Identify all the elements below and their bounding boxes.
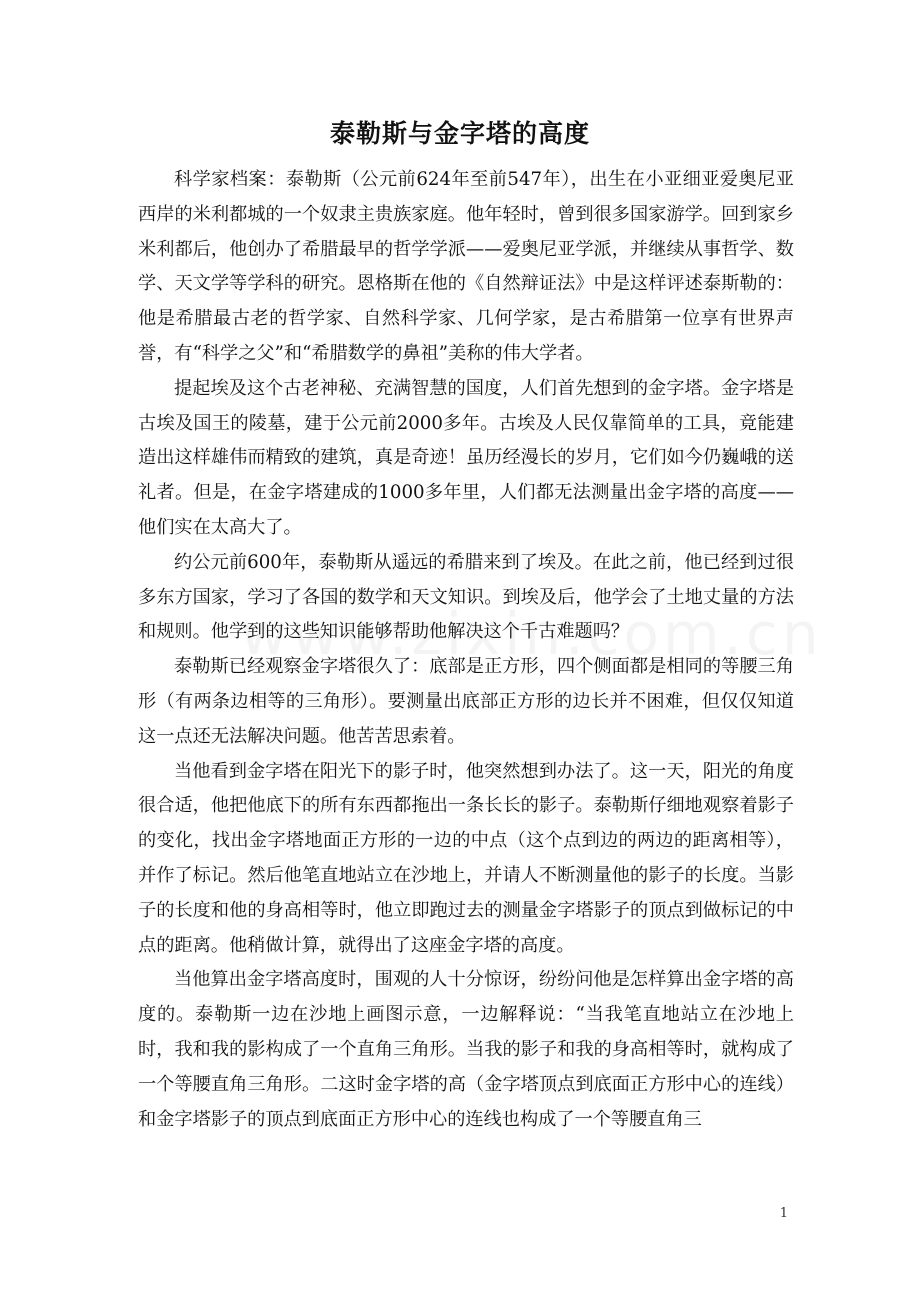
paragraph-pyramids-intro: 提起埃及这个古老神秘、充满智慧的国度，人们首先想到的金字塔。金字塔是古埃及国王的陵墓，建于公元前2000多年。古埃及人民仅靠简单的工具，竟能建造出这样雄伟而精致的建筑，真是奇迹！虽历经漫长的岁月，它们如今仍巍峨的送礼者。但是，在金字塔建成的1000多年里，人们都无法测量出金字塔的高度——他们实在太高大了。 [138, 377, 794, 538]
paragraph-explanation: 当他算出金字塔高度时，围观的人十分惊讶，纷纷问他是怎样算出金字塔的高度的。泰勒斯一边在沙地上画图示意，一边解释说：“当我笔直地站立在沙地上时，我和我的影构成了一个直角三角形。当我的影子和我的身高相等时，就构成了一个等腰直角三角形。二这时金字塔的高（金字塔顶点到底面正方形中心的连线）和金字塔影子的顶点到底面正方形中心的连线也构成了一个等腰直角三 [138, 969, 794, 1130]
paragraph-observation: 泰勒斯已经观察金字塔很久了：底部是正方形，四个侧面都是相同的等腰三角形（有两条边相等的三角形）。要测量出底部正方形的边长并不困难，但仅仅知道这一点还无法解决问题。他苦苦思索着。 [138, 656, 794, 747]
page-number: 1 [779, 1206, 788, 1221]
document-body [138, 163, 794, 1137]
paragraph-arrival-egypt: 约公元前600年，泰勒斯从遥远的希腊来到了埃及。在此之前，他已经到过很多东方国家，学习了各国的数学和天文知识。到埃及后，他学会了土地丈量的方法和规则。他学到的这些知识能够帮助他解决这个千古难题吗？ [138, 551, 794, 643]
paragraph-scientist-profile: 科学家档案：泰勒斯（公元前624年至前547年），出生在小亚细亚爱奥尼亚西岸的米利都城的一个奴隶主贵族家庭。他年轻时，曾到很多国家游学。回到家乡米利都后，他创办了希腊最早的哲学学派——爱奥尼亚学派，并继续从事哲学、数学、天文学等学科的研究。恩格斯在他的《自然辩证法》中是这样评述泰斯勒的：他是希腊最古老的哲学家、自然科学家、几何学家，是古希腊第一位享有世界声誉，有“科学之父”和“希腊数学的鼻祖”美称的伟大学者。 [138, 169, 794, 364]
paragraph-shadow-method: 当他看到金字塔在阳光下的影子时，他突然想到办法了。这一天，阳光的角度很合适，他把他底下的所有东西都拖出一条长长的影子。泰勒斯仔细地观察着影子的变化，找出金字塔地面正方形的一边的中点（这个点到边的两边的距离相等），并作了标记。然后他笔直地站立在沙地上，并请人不断测量他的影子的长度。当影子的长度和他的身高相等时，他立即跑过去的测量金字塔影子的顶点到做标记的中点的距离。他稍做计算，就得出了这座金字塔的高度。 [138, 760, 794, 956]
document-title: 泰勒斯与金字塔的高度 [329, 119, 590, 148]
